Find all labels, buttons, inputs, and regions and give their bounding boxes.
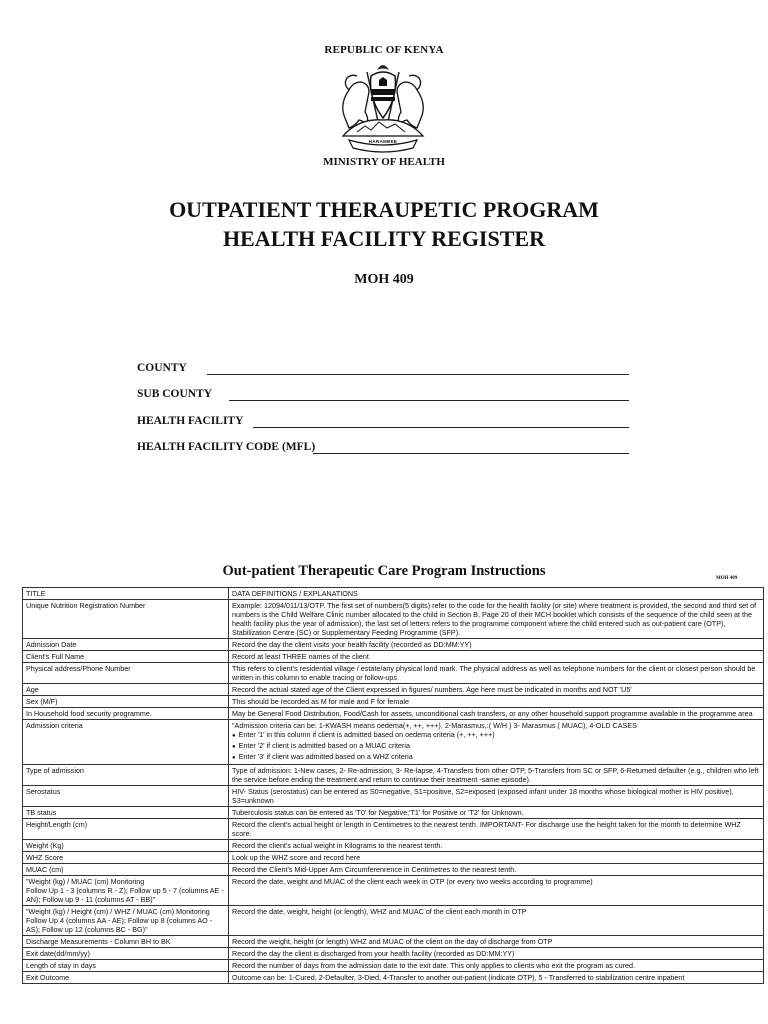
definition-text: "Admission criteria can be: 1-KWASH means oedema(+, ++, +++), 2-Marasmus,:( W/H ) 3- Marasmus ( MUAC), 4-OLD CASES [232,721,637,730]
definition-text: Outcome can be: 1-Cured, 2-Defaulter, 3-Died, 4-Transfer to another out-patient (indicate OTP), 5 - Transferred to stabilization centre inpatient [232,973,685,982]
row-definition-cell [229,936,764,948]
health-facility-label: HEALTH FACILITY [137,414,244,427]
table-row [23,786,764,807]
sub-county-label: SUB COUNTY [137,388,213,401]
definition-text: Record the day the client is discharged from your health facility (recorded as DD:MM:YY) [232,949,515,958]
definition-bullet: ● Enter '3' if client was admitted based on a WHZ criteria [232,752,760,763]
row-title-cell: Physical address/Phone Number [23,663,229,684]
definition-text: HIV- Status (serostatus) can be entered as S0=negative, S1=positive, S2=exposed (exposed infant under 18 months whose biological mother is HIV positive), S3=unknown [232,787,734,805]
definition-text: Record the date, weight and MUAC of the client each week in OTP (or every two weeks according to programme) [232,877,593,886]
table-row [23,936,764,948]
table-row [23,972,764,984]
table-row [23,708,764,720]
page-title [0,195,768,253]
title-line-2: HEALTH FACILITY REGISTER [223,226,545,251]
instructions-heading: Out-patient Therapeutic Care Program Instructions [222,563,546,579]
row-definition-cell [229,906,764,936]
sub-county-field[interactable] [137,388,637,414]
definition-text: Example: 12094/011/13/OTP. The first set of numbers(5 digits) refer to the code for the health facility (or site) where treatment is provided, the second and third set of numbers is the Child Welfare Clinic number allocated to the child in Section B, Page 20 of their MCH booklet which consists of the sequence of the child seen at the health facility plus the year of admission), the last set of letters refers to the programme component where the child entered such as out-patient care (OTP), Stabilization Centre (SC) or Supplementary Feeding Programme (SFP). [232,601,757,637]
definition-text: Record the client's actual height or length in Centimetres to the nearest tenth. IMPORTANT- For discharge use the height taken for the month to determine WHZ score. [232,820,741,838]
instructions-table [22,587,764,984]
health-facility-field[interactable] [137,415,637,441]
row-definition-cell [229,663,764,684]
table-row [23,819,764,840]
county-field[interactable] [137,362,637,388]
row-title-cell: "Weight (kg) / MUAC (cm) Monitoring Follow Up 1 - 3 (columns R - Z); Follow up 5 - 7 (columns AE - AN); Follow up 9 - 11 (columns AT - BB)" [23,876,229,906]
row-title-cell: Unique Nutrition Registration Number [23,600,229,639]
row-title-cell: Sex (M/F) [23,696,229,708]
county-label: COUNTY [137,362,187,374]
row-definition-cell [229,708,764,720]
title-line-1: OUTPATIENT THERAUPETIC PROGRAM [169,197,599,222]
table-row [23,663,764,684]
row-title-cell: Discharge Measurements - Column BH to BK [23,936,229,948]
health-facility-blank-line[interactable] [253,427,629,428]
row-title-cell: Exit Outcome [23,972,229,984]
table-row [23,876,764,906]
definition-text: Record at least THREE names of the client [232,652,369,661]
row-title-cell: WHZ Score [23,852,229,864]
definition-text: Record the actual stated age of the Client expressed in figures/ numbers. Age here must be indicated in months and NOT 'U5' [232,685,632,694]
table-row [23,720,764,765]
row-definition-cell [229,852,764,864]
row-definition-cell [229,639,764,651]
row-title-cell: Admission Date [23,639,229,651]
mfl-code-label: HEALTH FACILITY CODE (MFL) [137,440,316,453]
definition-text: Tuberculosis status can be entered as 'T0' for Negative;'T1' for Positive or 'T2' for Unknown. [232,808,524,817]
table-row [23,960,764,972]
row-definition-cell [229,876,764,906]
definition-text: Look up the WHZ score and record here [232,853,361,862]
table-row [23,807,764,819]
row-definition-cell [229,786,764,807]
table-row [23,639,764,651]
table-row [23,948,764,960]
motto-ribbon-text: HARAMBEE [368,139,398,144]
row-title-cell: Type of admission [23,765,229,786]
ministry-heading: MINISTRY OF HEALTH [323,156,445,168]
row-definition-cell [229,972,764,984]
row-title-cell: Length of stay in days [23,960,229,972]
definition-text: Record the day the client visits your health facility (recorded as DD:MM:YY) [232,640,472,649]
table-row [23,906,764,936]
row-definition-cell [229,684,764,696]
mfl-code-field[interactable] [137,441,637,467]
table-row [23,840,764,852]
row-title-cell: "Weight (kg) / Height (cm) / WHZ / MUAC (cm) Monitoring Follow Up 4 (columns AA - AE); Follow up 8 (columns AO - AS); Follow up 12 (columns BC - BG)" [23,906,229,936]
table-row [23,864,764,876]
county-blank-line[interactable] [207,374,629,375]
row-definition-cell [229,840,764,852]
definition-text: This should be recorded as M for male and F for female [232,697,409,706]
row-title-cell: Weight (Kg) [23,840,229,852]
row-title-cell: Serostatus [23,786,229,807]
definition-text: Record the Client's Mid-Upper Arm Circumferenrence in Centimetres to the nearest tenth. [232,865,517,874]
definition-text: Record the weight, height (or length) WHZ and MUAC of the client on the day of discharge from OTP [232,937,553,946]
definition-bullet: ● Enter '1' in this column if client is admitted based on oedema criteria (+, ++, +++) [232,730,760,741]
row-title-cell: MUAC (cm) [23,864,229,876]
row-definition-cell [229,696,764,708]
table-body [23,600,764,984]
row-definition-cell [229,948,764,960]
table-row [23,696,764,708]
definition-bullet: ● Enter '2' if client is admitted based on a MUAC criteria [232,741,760,752]
row-title-cell: Age [23,684,229,696]
row-definition-cell [229,807,764,819]
republic-heading: REPUBLIC OF KENYA [324,44,444,56]
definition-text: Record the client's actual weight in Kilograms to the nearest tenth. [232,841,443,850]
row-definition-cell [229,960,764,972]
column-header-title: TITLE [23,588,229,600]
row-definition-cell [229,600,764,639]
row-definition-cell [229,765,764,786]
table-row [23,600,764,639]
table-row [23,651,764,663]
definition-text: May be General Food Distribution, Food/Cash for assets, unconditional cash transfers, or any other household support programme available in the programme area [232,709,753,718]
row-title-cell: TB status [23,807,229,819]
definition-text: Record the number of days from the admission date to the exit date. This only applies to clients who exit the program as cured. [232,961,635,970]
row-title-cell: Client's Full Name [23,651,229,663]
table-header-row [23,588,764,600]
form-code: MOH 409 [354,272,414,287]
facility-details-form [137,362,637,467]
table-row [23,765,764,786]
corner-form-code: MOH 409 [716,576,738,581]
row-title-cell: Exit date(dd/mm/yy) [23,948,229,960]
row-definition-cell [229,864,764,876]
row-title-cell: In Household food security programme. [23,708,229,720]
table-row [23,852,764,864]
row-definition-cell [229,819,764,840]
row-definition-cell [229,720,764,765]
definition-text: Type of admission: 1-New cases, 2- Re-admission, 3- Re-lapse, 4-Transfers from other OTP, 5-Transfers from SC or SFP, 6-Returned defaulter (e.g., children who left the service before ending the treatment and return to continue their treatment -same episode). [232,766,759,784]
definition-text: Record the date, weight, height (or length), WHZ and MUAC of the client each month in OTP [232,907,527,916]
coat-of-arms-emblem [327,56,439,156]
definition-text: This refers to client's residential village / estate/any physical land mark. The physical address as well as telephone numbers for the client or closest person should be written in this column to enable tracing or follow-ups [232,664,756,682]
sub-county-blank-line[interactable] [229,400,629,401]
mfl-code-blank-line[interactable] [313,453,629,454]
row-title-cell: Admission criteria [23,720,229,765]
row-title-cell: Height/Length (cm) [23,819,229,840]
row-definition-cell [229,651,764,663]
table-row [23,684,764,696]
column-header-definitions: DATA DEFINITIONS / EXPLANATIONS [229,588,764,600]
